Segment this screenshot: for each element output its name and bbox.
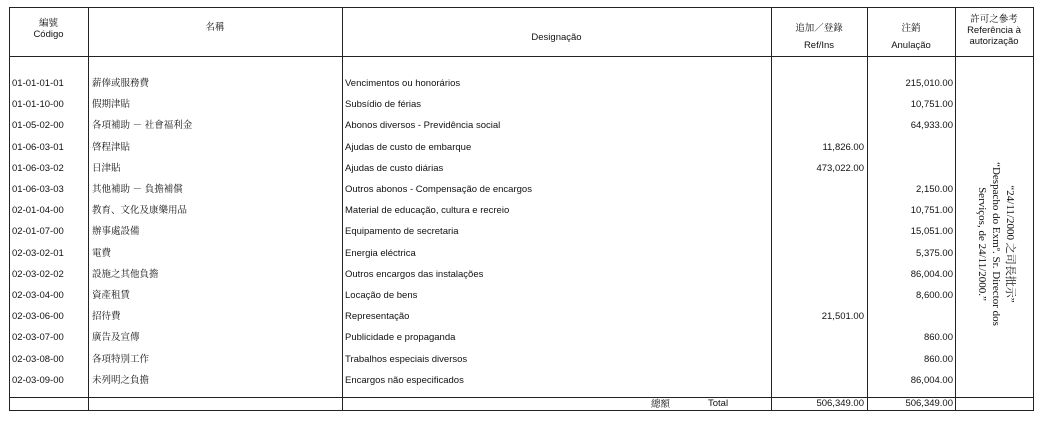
row-name-zh: 未列明之負擔 xyxy=(92,375,150,386)
header-designacao: Designação xyxy=(531,32,582,43)
table-border-top xyxy=(9,7,1034,8)
header-autorizacao-zh: 許可之參考 xyxy=(970,14,1018,25)
row-anulacao: 10,751.00 xyxy=(910,99,953,110)
row-code: 02-03-07-00 xyxy=(12,332,64,343)
row-code: 02-01-04-00 xyxy=(12,205,64,216)
row-name-zh: 假期津貼 xyxy=(92,99,131,110)
row-name-zh: 招待費 xyxy=(92,311,121,322)
row-anulacao: 2,150.00 xyxy=(916,184,953,195)
row-anulacao: 860.00 xyxy=(923,332,953,343)
row-code: 01-05-02-00 xyxy=(12,120,64,131)
row-designacao: Material de educação, cultura e recreio xyxy=(345,205,510,216)
row-ref-ins: 473,022.00 xyxy=(816,163,864,174)
header-codigo-zh: 編號 xyxy=(38,18,58,29)
row-ref-ins: 11,826.00 xyxy=(822,142,864,153)
row-designacao: Encargos não especificados xyxy=(345,375,464,386)
header-nome-zh: 名稱 xyxy=(205,22,225,33)
row-designacao: Representação xyxy=(345,311,410,322)
header-divider xyxy=(9,56,1034,57)
row-name-zh: 教育、文化及康樂用品 xyxy=(92,205,188,216)
row-code: 01-06-03-02 xyxy=(12,163,64,174)
header-autorizacao xyxy=(955,14,1033,47)
row-code: 02-03-02-02 xyxy=(12,269,64,280)
row-anulacao: 10,751.00 xyxy=(910,205,953,216)
row-name-zh: 其他補助 － 負擔補償 xyxy=(92,184,183,195)
column-divider xyxy=(88,7,89,411)
header-ref-ins xyxy=(771,20,867,54)
row-name-zh: 啓程津貼 xyxy=(92,142,131,153)
row-anulacao: 86,004.00 xyxy=(910,375,953,386)
authorization-reference xyxy=(969,150,1023,338)
row-name-zh: 廣告及宣傳 xyxy=(92,332,140,343)
row-code: 02-03-06-00 xyxy=(12,311,64,322)
authorization-line-3: Serviços, de 24/11/2000.” xyxy=(976,187,988,301)
row-name-zh: 資產租賃 xyxy=(92,290,131,301)
authorization-line-2: “Despacho do Exmº. Sr. Director dos xyxy=(990,162,1002,326)
authorization-line-1: “24/11/2000 之司長批示” xyxy=(1004,185,1016,303)
row-designacao: Outros encargos das instalações xyxy=(345,269,484,280)
header-autorizacao-pt-2: autorização xyxy=(969,36,1019,47)
row-designacao: Vencimentos ou honorários xyxy=(345,78,461,89)
row-designacao: Equipamento de secretaria xyxy=(345,226,459,237)
row-designacao: Abonos diversos - Previdência social xyxy=(345,120,501,131)
row-code: 01-01-01-01 xyxy=(12,78,64,89)
row-code: 02-03-08-00 xyxy=(12,354,64,365)
row-code: 02-03-02-01 xyxy=(12,248,64,259)
header-ref-ins-pt: Ref/Ins xyxy=(803,40,835,51)
table-border-left xyxy=(9,7,10,411)
row-designacao: Ajudas de custo de embarque xyxy=(345,142,472,153)
row-code: 02-03-09-00 xyxy=(12,375,64,386)
row-designacao: Trabalhos especiais diversos xyxy=(345,354,468,365)
row-anulacao: 5,375.00 xyxy=(916,248,953,259)
total-label-zh: 總額 xyxy=(651,399,671,410)
row-ref-ins: 21,501.00 xyxy=(821,311,864,322)
header-anulacao-zh: 注銷 xyxy=(901,23,921,34)
total-ref-ins: 506,349.00 xyxy=(816,398,864,409)
row-code: 01-01-10-00 xyxy=(12,99,64,110)
column-divider xyxy=(771,7,772,411)
row-name-zh: 辦事處設備 xyxy=(92,226,140,237)
row-designacao: Outros abonos - Compensação de encargos xyxy=(345,184,532,195)
total-anulacao: 506,349.00 xyxy=(905,398,953,409)
row-anulacao: 860.00 xyxy=(923,354,953,365)
total-label-pt: Total xyxy=(708,398,729,409)
column-divider xyxy=(342,7,343,411)
row-name-zh: 日津貼 xyxy=(92,163,121,174)
row-code: 01-06-03-03 xyxy=(12,184,64,195)
row-name-zh: 各項補助 － 社會福利金 xyxy=(92,120,193,131)
column-divider xyxy=(955,7,956,411)
row-designacao: Ajudas de custo diárias xyxy=(345,163,444,174)
row-designacao: Locação de bens xyxy=(345,290,418,301)
row-name-zh: 電費 xyxy=(92,248,112,259)
table-border-bottom xyxy=(9,410,1034,411)
row-designacao: Energia eléctrica xyxy=(345,248,416,259)
authorization-reference-text xyxy=(975,150,1017,338)
table-border-right xyxy=(1033,7,1034,411)
row-anulacao: 64,933.00 xyxy=(910,120,953,131)
row-code: 02-01-07-00 xyxy=(12,226,64,237)
row-name-zh: 設施之其他負擔 xyxy=(92,269,159,280)
header-ref-ins-zh: 追加／登錄 xyxy=(795,23,843,34)
row-name-zh: 薪俸或服務費 xyxy=(92,78,150,89)
header-anulacao xyxy=(867,20,955,54)
row-code: 02-03-04-00 xyxy=(12,290,64,301)
row-anulacao: 15,051.00 xyxy=(910,226,953,237)
row-name-zh: 各項特別工作 xyxy=(92,354,150,365)
header-codigo-pt: Código xyxy=(33,29,64,40)
header-anulacao-pt: Anulação xyxy=(891,40,931,51)
row-code: 01-06-03-01 xyxy=(12,142,64,153)
row-anulacao: 86,004.00 xyxy=(910,269,953,280)
header-autorizacao-pt-1: Referência à xyxy=(967,25,1021,36)
row-designacao: Publicidade e propaganda xyxy=(345,332,456,343)
header-codigo xyxy=(9,18,88,40)
row-anulacao: 8,600.00 xyxy=(916,290,953,301)
row-anulacao: 215,010.00 xyxy=(905,78,953,89)
row-designacao: Subsídio de férias xyxy=(345,99,422,110)
